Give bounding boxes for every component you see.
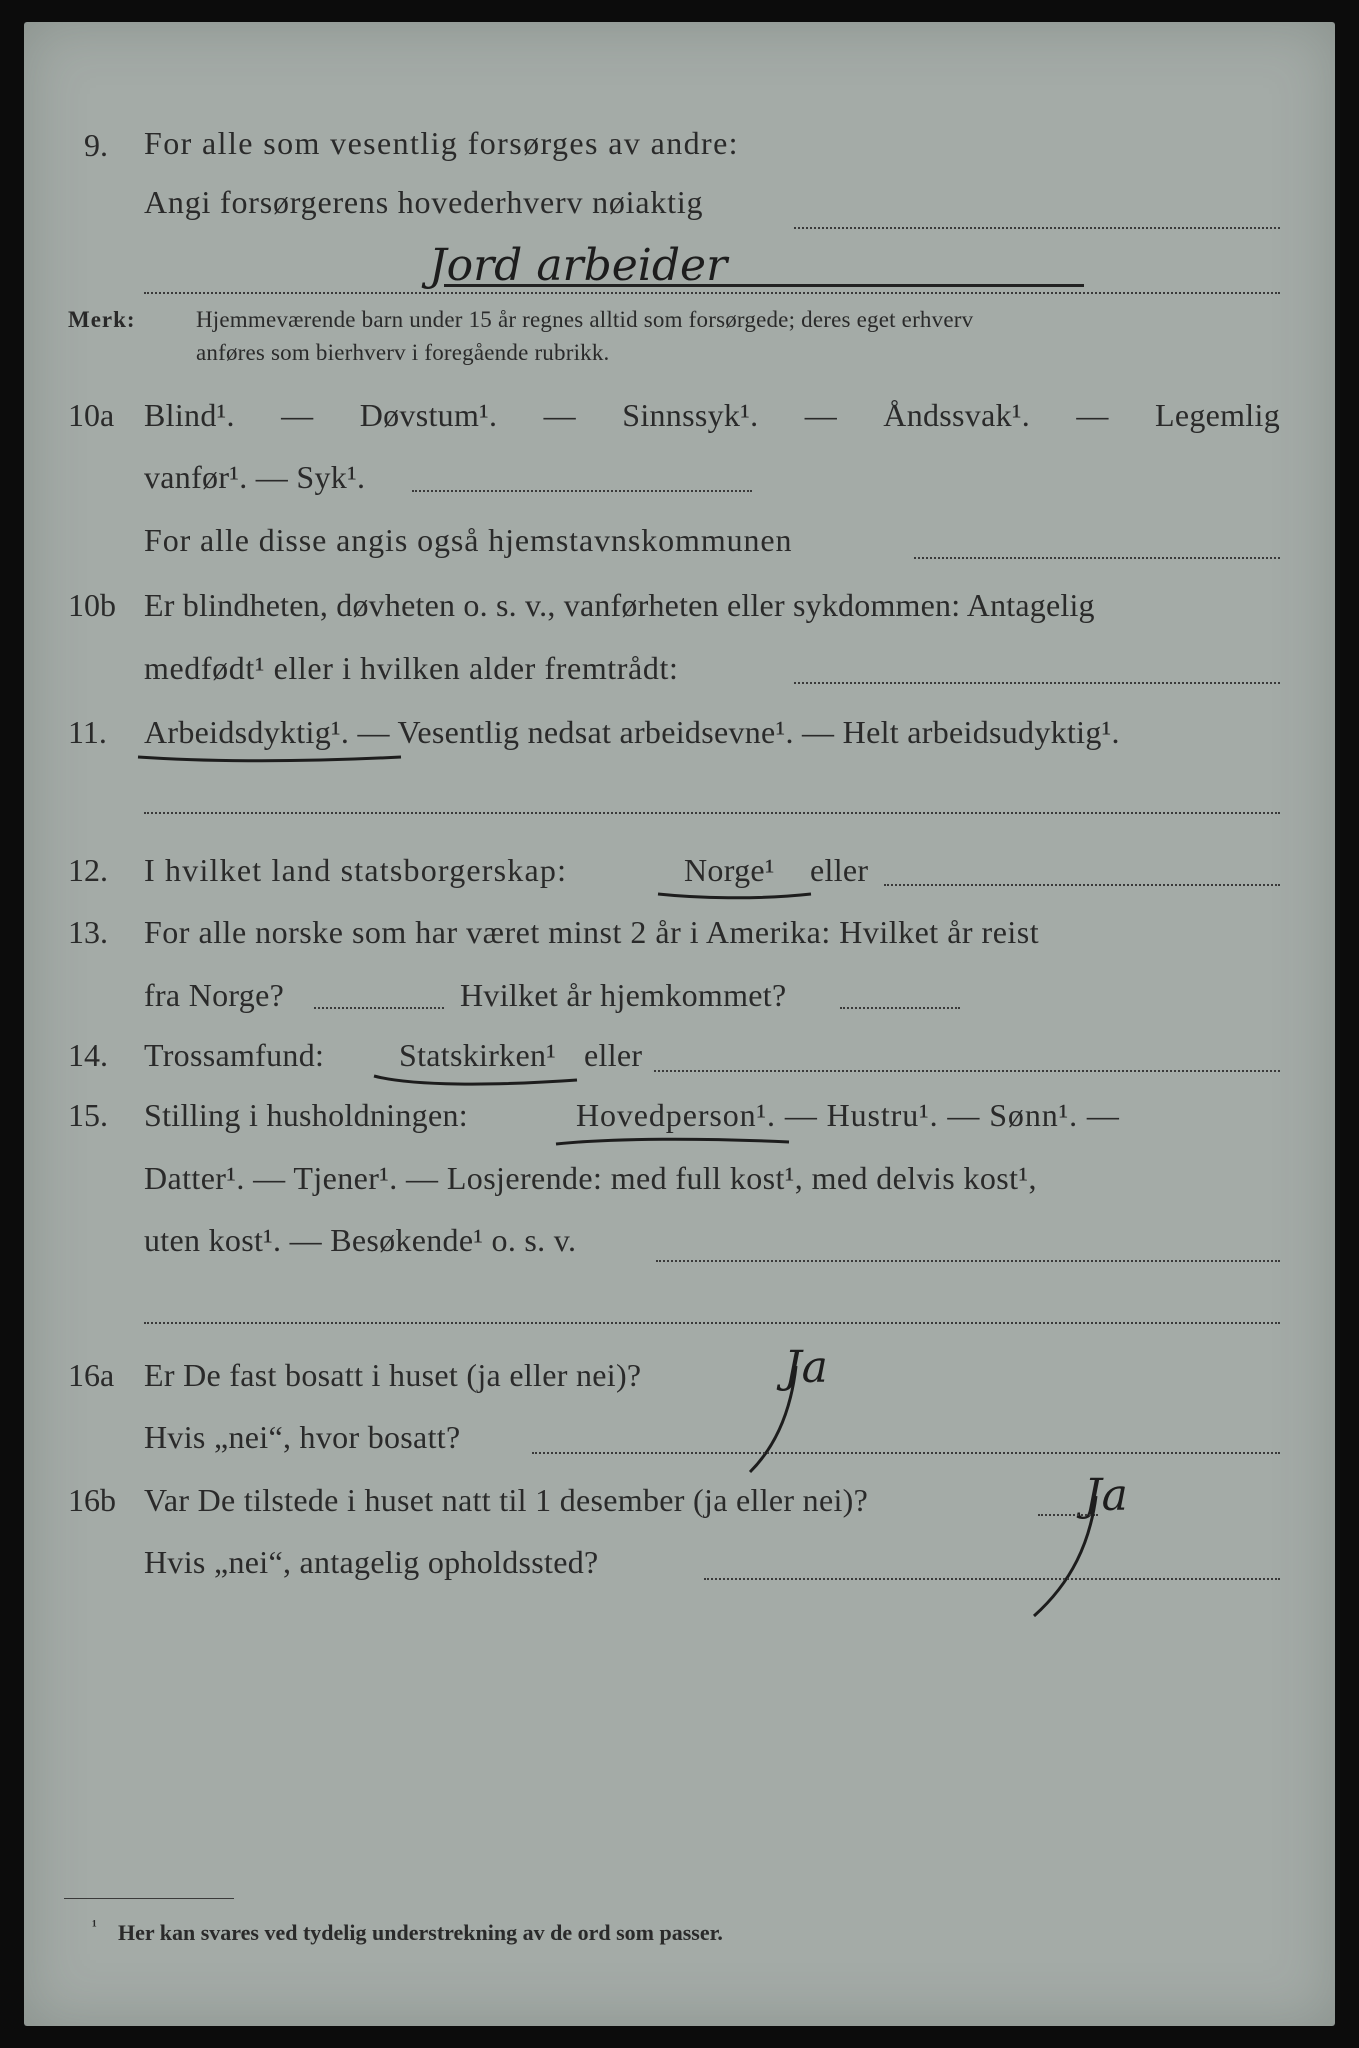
dash: — xyxy=(543,397,576,433)
q16b-line1: Var De tilstede i huset natt til 1 desember (ja eller nei)? xyxy=(144,1482,869,1518)
q16a-handwritten-answer: Ja xyxy=(784,1342,828,1393)
q9-number: 9. xyxy=(84,127,108,163)
q12-underline-mark xyxy=(656,888,816,908)
q15-line3-dots xyxy=(656,1260,1280,1262)
q9-line1: For alle som vesentlig forsørges av andre: xyxy=(144,125,739,161)
q14-suffix: eller xyxy=(584,1037,643,1073)
q16a-answer-stroke xyxy=(744,1362,804,1482)
q16a-line1: Er De fast bosatt i huset (ja eller nei)? xyxy=(144,1357,642,1393)
q16b-line2-dots xyxy=(704,1578,1280,1580)
q16b-handwritten-answer: Ja xyxy=(1084,1470,1128,1521)
option-legemlig: Legemlig xyxy=(1154,397,1280,433)
q16a-line2: Hvis „nei“, hvor bosatt? xyxy=(144,1419,461,1455)
q16a-line2-dots xyxy=(532,1452,1280,1454)
q14-dots xyxy=(654,1070,1280,1072)
option-andssvak: Åndssvak¹. xyxy=(883,397,1031,433)
q14-underline-mark xyxy=(372,1072,582,1094)
census-form-page xyxy=(24,22,1335,2026)
q10b-line1: Er blindheten, døvheten o. s. v., vanførheten eller sykdommen: Antagelig xyxy=(144,587,1095,623)
q15-number: 15. xyxy=(68,1097,108,1133)
q9-answer-dots xyxy=(794,227,1280,229)
q15-extra-dots xyxy=(144,1322,1280,1324)
q14-label: Trossamfund: xyxy=(144,1037,325,1073)
q16b-number: 16b xyxy=(68,1482,116,1518)
q16b-line2: Hvis „nei“, antagelig opholdssted? xyxy=(144,1544,599,1580)
q10a-number: 10a xyxy=(68,397,115,433)
q11-line1: Arbeidsdyktig¹. — Vesentlig nedsat arbeidsevne¹. — Helt arbeidsudyktig¹. xyxy=(144,714,1120,750)
q10a-line1 xyxy=(144,397,1280,434)
q13-line1: For alle norske som har været minst 2 år i Amerika: Hvilket år reist xyxy=(144,914,1040,950)
q10a-line2: vanfør¹. — Syk¹. xyxy=(144,459,366,495)
q9-strikethrough xyxy=(444,284,1084,287)
q10b-number: 10b xyxy=(68,587,116,623)
q15-line3: uten kost¹. — Besøkende¹ o. s. v. xyxy=(144,1222,577,1258)
q11-underline-mark xyxy=(136,749,406,769)
merk-line2: anføres som bierhverv i foregående rubrikk. xyxy=(196,340,610,365)
option-sinnssyk: Sinnssyk¹. xyxy=(622,397,759,433)
merk-label: Merk: xyxy=(68,307,136,332)
option-dovstum: Døvstum¹. xyxy=(359,397,498,433)
q16b-answer-stroke xyxy=(1024,1492,1104,1622)
q12-dots xyxy=(884,884,1280,886)
q10a-line3: For alle disse angis også hjemstavnskommunen xyxy=(144,522,793,558)
q13-year-back-dots xyxy=(840,1007,960,1009)
merk-line1: Hjemmeværende barn under 15 år regnes alltid som forsørgede; deres eget erhverv xyxy=(196,307,974,332)
q12-line1: I hvilket land statsborgerskap: xyxy=(144,852,568,888)
footnote-text: Her kan svares ved tydelig understrekning av de ord som passer. xyxy=(118,1920,723,1945)
q15-label: Stilling i husholdningen: xyxy=(144,1097,468,1133)
q9-line2: Angi forsørgerens hovederhverv nøiaktig xyxy=(144,184,704,220)
q15-underline-mark xyxy=(554,1134,794,1156)
q12-number: 12. xyxy=(68,852,108,888)
dash: — xyxy=(281,397,314,433)
q10b-line2: medfødt¹ eller i hvilken alder fremtrådt: xyxy=(144,650,679,686)
q11-number: 11. xyxy=(68,714,107,750)
q15-line2: Datter¹. — Tjener¹. — Losjerende: med full kost¹, med delvis kost¹, xyxy=(144,1160,1037,1196)
q10a-line2-dots xyxy=(412,490,752,492)
q13-year-left-dots xyxy=(314,1007,444,1009)
q9-handwritten-answer: Jord arbeider xyxy=(429,240,728,291)
q12-suffix: eller xyxy=(810,852,869,888)
dash: — xyxy=(804,397,837,433)
q14-option-statskirken: Statskirken¹ xyxy=(399,1037,557,1073)
q12-option-norge: Norge¹ xyxy=(684,852,775,888)
q10a-line3-dots xyxy=(914,557,1280,559)
q13-line2a: fra Norge? xyxy=(144,977,285,1013)
q11-dots xyxy=(144,812,1280,814)
option-blind: Blind¹. xyxy=(144,397,235,433)
q9-answer-dots-2 xyxy=(144,292,1280,294)
q13-number: 13. xyxy=(68,914,108,950)
footnote-mark: ¹ xyxy=(92,1918,97,1935)
q16a-number: 16a xyxy=(68,1357,115,1393)
footnote-rule xyxy=(64,1898,234,1899)
q10b-line2-dots xyxy=(794,682,1280,684)
q15-line1-rest: Hovedperson¹. — Hustru¹. — Sønn¹. — xyxy=(576,1097,1120,1133)
dash: — xyxy=(1076,397,1109,433)
q14-number: 14. xyxy=(68,1037,108,1073)
q13-line2b: Hvilket år hjemkommet? xyxy=(460,977,787,1013)
